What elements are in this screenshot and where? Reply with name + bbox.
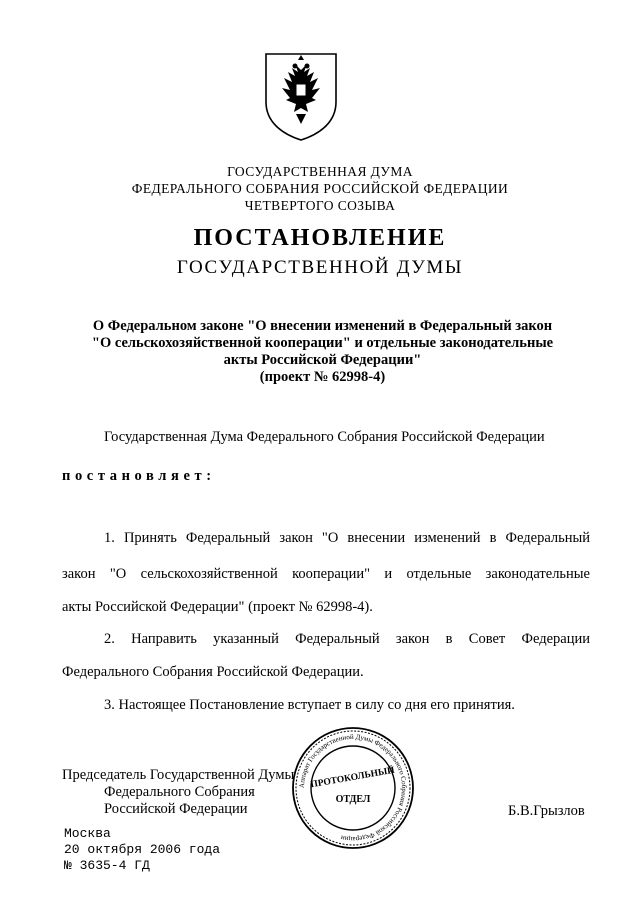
subject-line-2: "О сельскохозяйственной кооперации" и отдельные законодательные: [91, 335, 554, 351]
official-stamp: [291, 726, 415, 850]
coat-of-arms-emblem: [262, 50, 340, 142]
subject-line-3: акты Российской Федерации": [223, 352, 422, 368]
paragraph-2-line-2: Федерального Собрания Российской Федерации.: [62, 664, 364, 680]
paragraph-1-line-1: 1. Принять Федеральный закон "О внесении изменений в Федеральный: [104, 530, 590, 546]
subject-block: [40, 318, 605, 386]
stamp-inner-bottom: ОТДЕЛ: [335, 794, 371, 805]
subject-line-1: О Федеральном законе "О внесении изменений в Федеральный закон: [92, 318, 553, 334]
footer-city: Москва: [64, 826, 111, 841]
signatory-name: Б.В.Грызлов: [508, 803, 585, 819]
header-line-3: ЧЕТВЕРТОГО СОЗЫВА: [244, 198, 396, 213]
footer-number: № 3635-4 ГД: [64, 858, 150, 873]
subject-line-4: (проект № 62998-4): [259, 369, 386, 385]
document-title: ПОСТАНОВЛЕНИЕ: [193, 225, 447, 251]
footer-date: 20 октября 2006 года: [64, 842, 221, 857]
header-line-1: ГОСУДАРСТВЕННАЯ ДУМА: [227, 164, 413, 179]
stamp-ring-text: Аппарат Государственной Думы Федерального Собрания Российской Федерации: [297, 732, 409, 844]
stamp-inner-top: ПРОТОКОЛЬНЫЙ: [309, 765, 396, 791]
paragraph-3: 3. Настоящее Постановление вступает в силу со дня его принятия.: [104, 697, 515, 713]
paragraph-1-line-3: акты Российской Федерации" (проект № 62998-4).: [62, 599, 373, 615]
signatory-title-line-2: Федерального Собрания: [104, 784, 255, 800]
paragraph-2-line-1: 2. Направить указанный Федеральный закон в Совет Федерации: [104, 631, 590, 647]
signatory-title-line-3: Российской Федерации: [104, 801, 248, 817]
paragraph-1-line-2: закон "О сельскохозяйственной кооперации" и отдельные законодательные: [62, 566, 590, 582]
resolves-text: постановляет:: [62, 468, 216, 484]
intro-text: Государственная Дума Федерального Собрания Российской Федерации: [104, 429, 545, 445]
document-subtitle: ГОСУДАРСТВЕННОЙ ДУМЫ: [176, 257, 464, 278]
signatory-title-line-1: Председатель Государственной Думы: [62, 767, 295, 783]
header-line-2: ФЕДЕРАЛЬНОГО СОБРАНИЯ РОССИЙСКОЙ ФЕДЕРАЦИИ: [131, 181, 509, 196]
